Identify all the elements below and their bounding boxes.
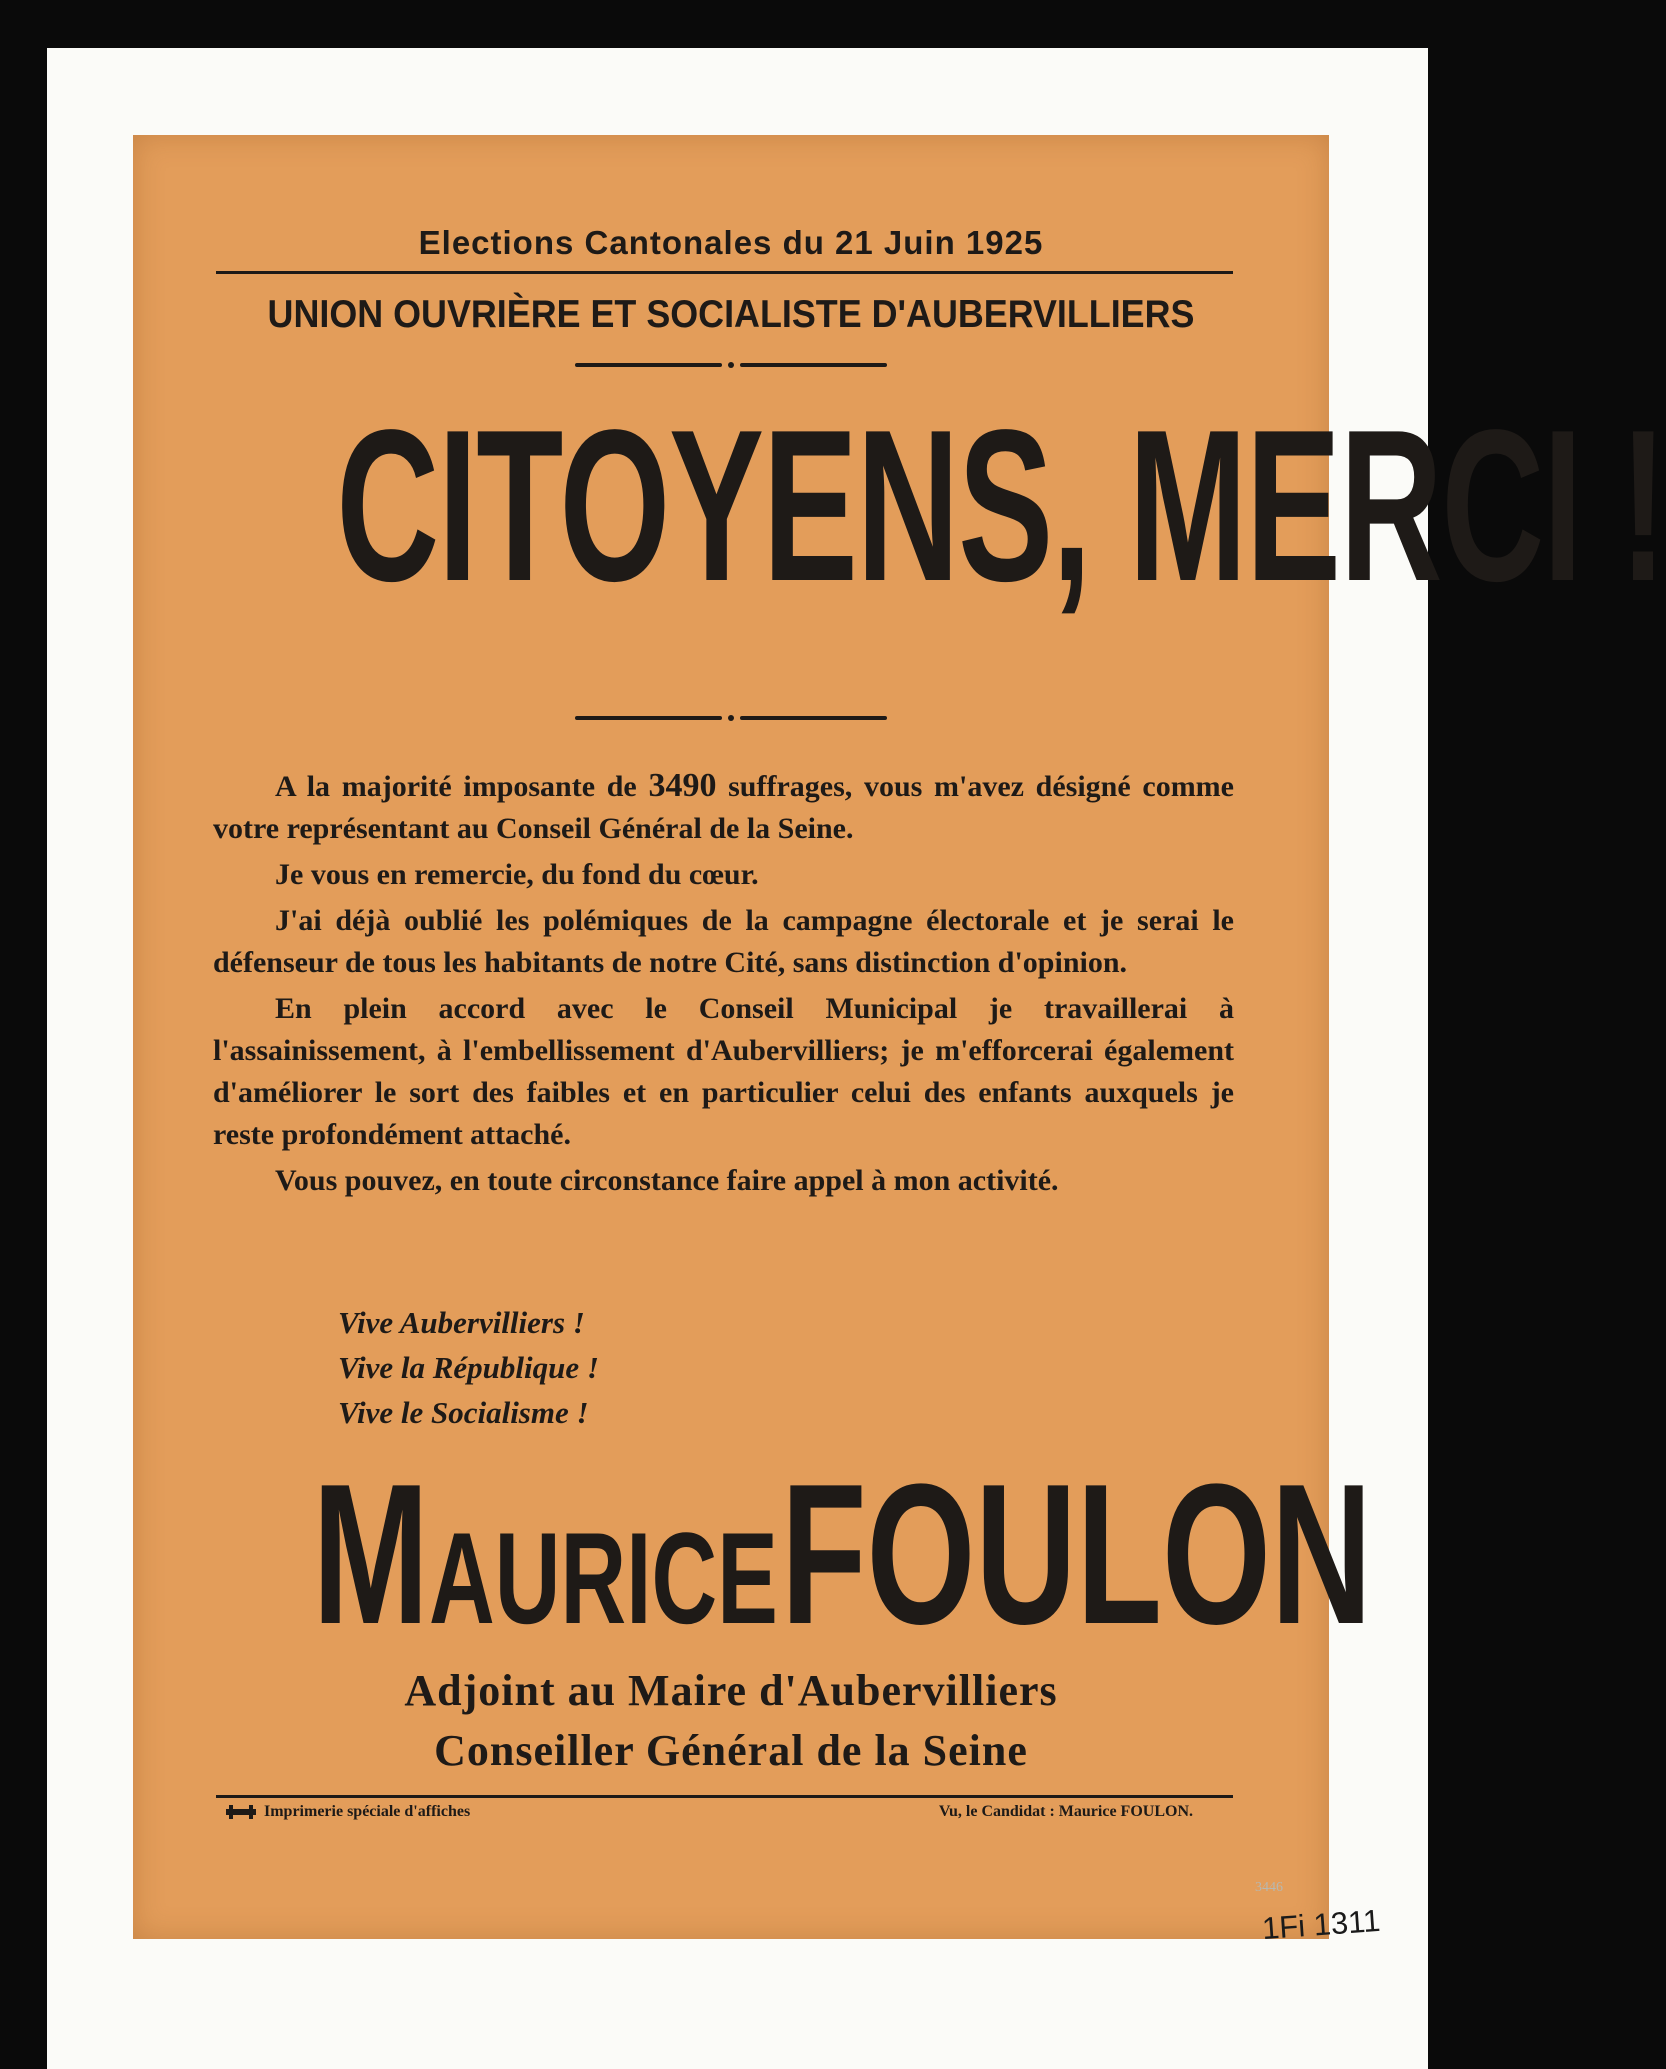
- headline: CITOYENS, MERCI !: [336, 384, 1666, 626]
- name-last: FOULON: [780, 1443, 1373, 1666]
- ornament-divider: [133, 360, 1329, 370]
- top-rule: [216, 271, 1233, 274]
- pencil-mark: 3446: [1255, 1880, 1283, 1895]
- name-initial: M: [312, 1443, 430, 1666]
- paragraph-thanks: Je vous en remercie, du fond du cœur.: [275, 858, 759, 891]
- candidate-name: [312, 1443, 1373, 1666]
- paragraph-text: A la majorité imposante de: [275, 770, 649, 803]
- paragraph-activity: Vous pouvez, en toute circonstance faire appel à mon activité.: [275, 1164, 1059, 1197]
- body-text: [213, 765, 1234, 1206]
- union-heading: UNION OUVRIÈRE ET SOCIALISTE D'AUBERVILLIERS: [267, 293, 1195, 336]
- slogan-aubervilliers: Vive Aubervilliers !: [338, 1305, 585, 1340]
- printer-credit: [226, 1803, 470, 1821]
- candidate-title-deputy: Adjoint au Maire d'Aubervilliers: [404, 1666, 1058, 1715]
- candidate-approval: Vu, le Candidat : Maurice FOULON.: [938, 1803, 1193, 1820]
- elections-header: Elections Cantonales du 21 Juin 1925: [418, 224, 1044, 261]
- printer-text: Imprimerie spéciale d'affiches: [264, 1803, 471, 1820]
- name-rest: AURICE: [429, 1505, 778, 1651]
- paragraph-council: En plein accord avec le Conseil Municipal je travaillerai à l'assainissement, à l'embellissement d'Aubervilliers; je m'efforcerai également d'améliorer le sort des faibles et en particulier celui des enfants auxquels je reste profondément attaché.: [213, 992, 1234, 1151]
- vote-count: 3490: [648, 767, 717, 804]
- slogan-republique: Vive la République !: [338, 1350, 599, 1385]
- paragraph-text: suffrages, vous m'avez désigné comme votre représentant au Conseil Général de la Seine.: [213, 770, 1234, 845]
- vive-slogans: [338, 1300, 599, 1435]
- ornament-divider: [133, 713, 1329, 723]
- candidate-title-councillor: Conseiller Général de la Seine: [434, 1726, 1028, 1775]
- printing-press-icon: [226, 1805, 256, 1819]
- slogan-socialisme: Vive le Socialisme !: [338, 1395, 589, 1430]
- paragraph-polemics: J'ai déjà oublié les polémiques de la campagne électorale et je serai le défenseur de tous les habitants de notre Cité, sans distinction d'opinion.: [213, 904, 1234, 979]
- bottom-rule: [216, 1795, 1233, 1798]
- call-number: 1Fi 1311: [1260, 1902, 1382, 1947]
- paragraph-majority: [213, 765, 1234, 850]
